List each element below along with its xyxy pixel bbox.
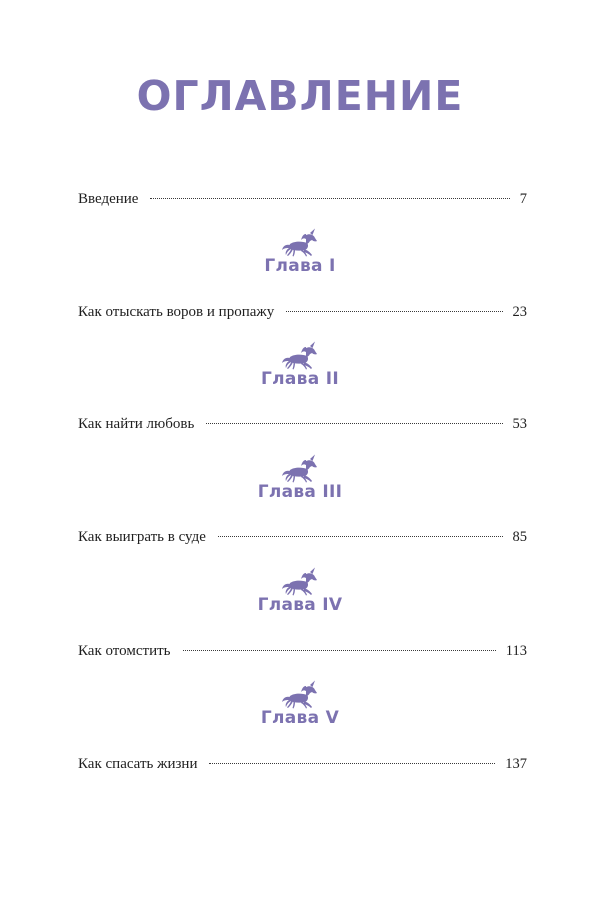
toc-entry-label: Как спасать жизни (78, 756, 198, 772)
toc-entry-label: Введение (78, 191, 139, 207)
chapter-heading (0, 680, 600, 728)
dot-leader (286, 311, 502, 312)
unicorn-icon (280, 454, 320, 484)
toc-entry[interactable] (78, 754, 527, 774)
unicorn-icon (280, 228, 320, 258)
chapter-heading (0, 567, 600, 615)
chapter-label: Глава I (264, 256, 336, 276)
toc-entry[interactable] (78, 189, 527, 209)
toc-entry-page: 53 (512, 416, 527, 432)
chapter-label: Глава II (261, 369, 339, 389)
toc-entry-page: 113 (505, 643, 527, 659)
toc-entry[interactable] (78, 527, 527, 547)
dot-leader (183, 650, 496, 651)
chapter-heading (0, 454, 600, 502)
toc-entry-label: Как выиграть в суде (78, 529, 206, 545)
dot-leader (218, 536, 503, 537)
chapter-label: Глава III (257, 482, 343, 502)
page-title: ОГЛАВЛЕНИЕ (136, 72, 464, 120)
toc-entry-page: 85 (512, 529, 527, 545)
toc-entry-page: 23 (512, 304, 527, 320)
chapter-label: Глава V (260, 708, 340, 728)
toc-entry[interactable] (78, 641, 527, 661)
toc-entry-label: Как отыскать воров и пропажу (78, 304, 275, 320)
toc-entry-page: 7 (519, 191, 527, 207)
dot-leader (206, 423, 502, 424)
toc-entry[interactable] (78, 302, 527, 322)
chapter-heading (0, 341, 600, 389)
toc-entry-label: Как отомстить (78, 643, 171, 659)
chapter-label: Глава IV (257, 595, 343, 615)
unicorn-icon (280, 680, 320, 710)
unicorn-icon (280, 567, 320, 597)
toc-entry-page: 137 (505, 756, 527, 772)
dot-leader (209, 763, 495, 764)
toc-entry[interactable] (78, 414, 527, 434)
dot-leader (150, 198, 509, 199)
unicorn-icon (280, 341, 320, 371)
chapter-heading (0, 228, 600, 276)
toc-entry-label: Как найти любовь (78, 416, 195, 432)
